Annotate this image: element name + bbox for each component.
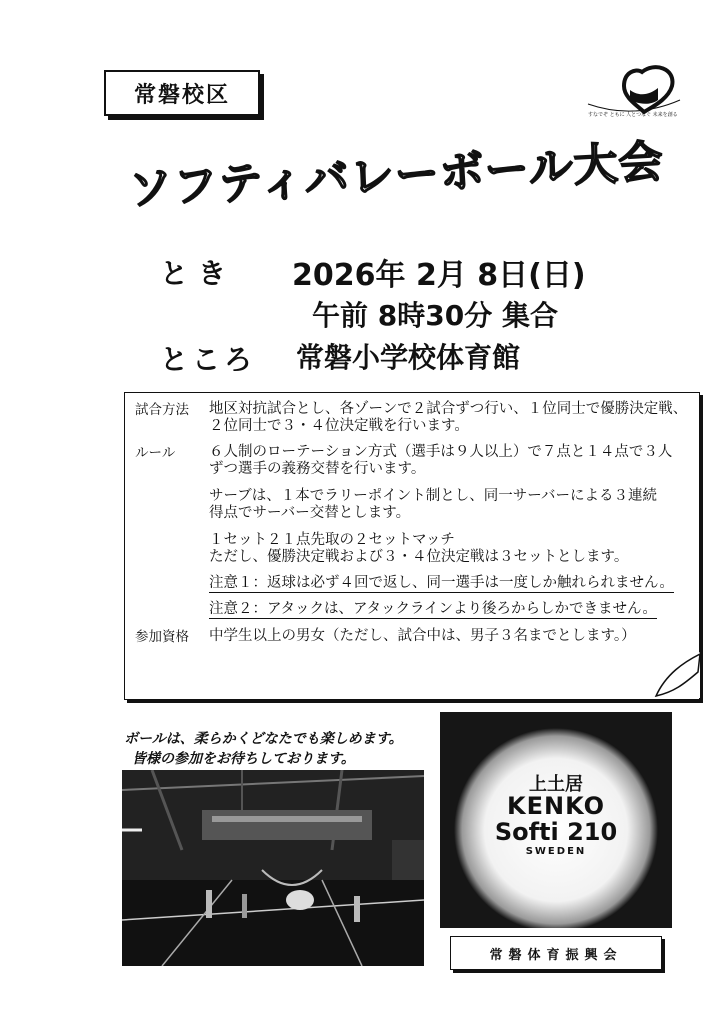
note-2: 注意２：アタックは、アタックラインより後ろからしかできません。 [209,601,657,617]
rule-label: ルール [135,445,176,461]
ball-origin: SWEDEN [525,846,587,857]
method-label: 試合方法 [135,402,189,418]
rule-p3-line-2: ただし、優勝決定戦および３・４位決定戦は３セットとします。 [209,549,629,565]
rule-p3-line-1: １セット２１点先取の２セットマッチ [209,532,455,548]
ball-model: Softi 210 [494,818,618,846]
page-curl-icon [654,652,700,698]
event-place: 常磐小学校体育館 [296,341,521,374]
method-line-1: 地区対抗試合とし、各ゾーンで２試合ずつ行い、１位同士で優勝決定戦、 [209,401,688,417]
event-title: ソフティバレーボール大会 [127,136,665,216]
organization-logo [584,60,684,118]
logo-tagline: すなでぞ ともに 人とつなぐ 未来を創る [588,112,678,118]
district-label: 常磐校区 [104,70,260,116]
rule-p1-line-2: ずつ選手の義務交替を行います。 [209,461,426,477]
caption-line-2: 皆様の参加をお待ちしております。 [132,751,355,767]
event-date: 2026年 2月 8日(日) [292,258,586,293]
rules-panel [124,392,700,700]
note-1: 注意１：返球は必ず４回で返し、同一選手は一度しか触れられません。 [209,575,674,591]
event-time: 午前 8時30分 集合 [312,299,558,332]
heart-hands-logo-icon [584,60,684,118]
where-label: ところ [160,343,257,376]
eligibility-label: 参加資格 [135,629,189,645]
ball-photo [440,712,672,928]
caption-line-1: ボールは、柔らかくどなたでも楽しめます。 [124,731,403,747]
method-line-2: ２位同士で３・４位決定戦を行います。 [209,418,469,434]
rule-p2-line-1: サーブは、１本でラリーポイント制とし、同一サーバーによる３連続 [209,488,658,504]
ball-brand: KENKO [507,792,605,820]
sponsor-label: 常磐体育振興会 [450,936,662,970]
ball-brand-jp: 上土居 [529,774,583,795]
rule-p1-line-1: ６人制のローテーション方式（選手は９人以上）で７点と１４点で３人 [209,444,673,460]
gym-photo [122,770,424,966]
rule-p2-line-2: 得点でサーバー交替とします。 [209,505,411,521]
eligibility-text: 中学生以上の男女（ただし、試合中は、男子３名までとします。） [209,628,636,644]
when-label: とき [160,257,237,290]
